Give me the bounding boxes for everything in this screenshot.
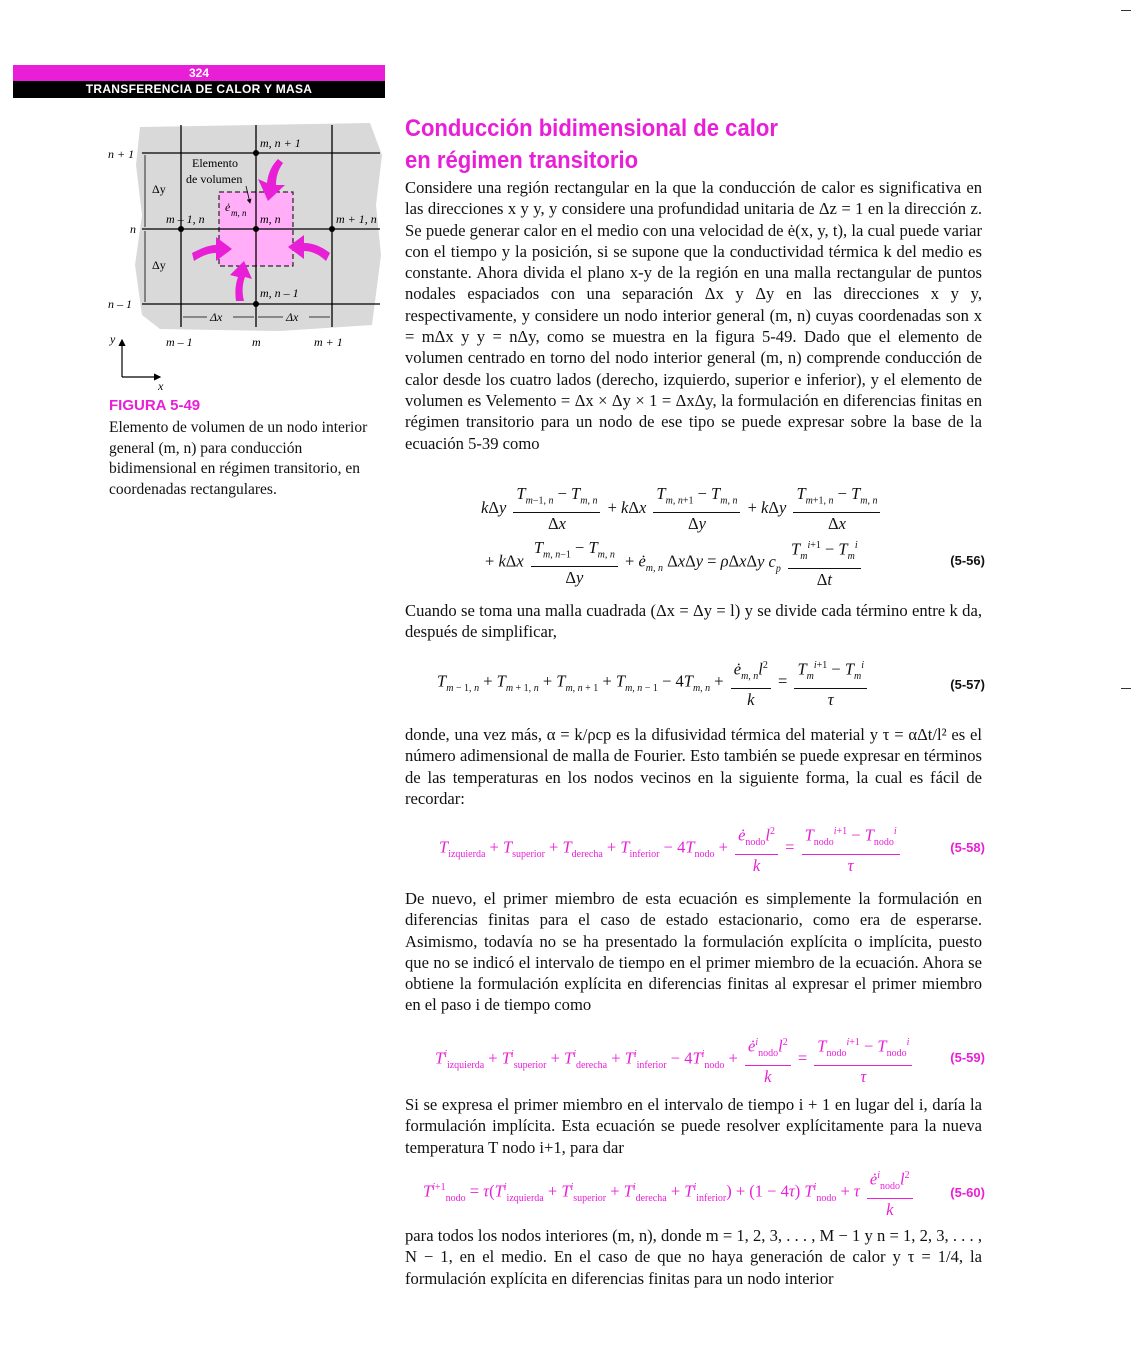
paragraph-1: Considere una región rectangular en la que la conducción de calor es significativa en las direcciones x y y, y considere una profundidad unitaria de Δz = 1 en la dirección z. Se puede generar calor en el medio con una velocidad de ė(x, y, t), la cual puede variar con el tiempo y la posición, si se supone que la conductividad térmica k del medio es constante. Ahora divida el plano x-y de la región en una malla rectangular de puntos nodales espaciados con una separación Δx y Δy en las direcciones x y y, respectivamente, y considere un nodo interior general (m, n) cuyas coordenadas son x = mΔx y y = nΔy, como se muestra en la figura 5-49. Dado que el elemento de volumen centrado en torno del nodo interior general (m, n) comprende conducción de calor desde los cuatro lados (derecho, izquierdo, superior e inferior), y el elemento de volumen es Velemento = Δx × Δy × 1 = ΔxΔy, la formulación en diferencias finitas en régimen transitorio para un nodo de ese tipo se puede expresar sobre la base de la ecuación 5-39 como <box>405 178 982 453</box>
element-label-2: de volumen <box>186 172 243 186</box>
running-title: TRANSFERENCIA DE CALOR Y MASA <box>13 81 385 98</box>
col-label-m-plus-1: m + 1 <box>314 335 343 349</box>
paragraph-4: De nuevo, el primer miembro de esta ecuación es simplemente la formulación en diferencias finitas para el caso de estado estacionario, como era de esperarse. Asimismo, todavía no se ha presentado la formulación explícita o implícita, puesto que no se indicó el intervalo de tiempo en el primer miembro de la ecuación. Ahora se obtiene la formulación explícita en diferencias finitas al expresar el primer miembro en el paso i de tiempo como <box>405 889 982 1015</box>
eq-5-59-number: 5-59 <box>954 1050 981 1065</box>
eq-5-57-number: 5-57 <box>954 677 981 692</box>
equation-5-57: $T_{m - 1, n} + T_{m + 1, n} + T_{m, n + 1} + T_{m, n - 1} - 4T_{m, n}$ + $\frac{ė_{m, n}l^2}{k}$ = $\frac{T_m^{i+1} - T_m^i}{\tau}$ (5-57) <box>405 656 985 706</box>
node-label-m-n-plus-1: m, n + 1 <box>260 136 301 150</box>
paragraph-2: Cuando se toma una malla cuadrada (Δx = Δy = l) y se divide cada término entre k da, después de simplificar, <box>405 601 982 642</box>
generation-sub: m, n <box>231 208 247 218</box>
axis-y-label: y <box>110 332 116 346</box>
generation-label: ė <box>225 200 231 214</box>
section-title <box>405 113 957 177</box>
crop-mark-mid-right <box>1121 688 1131 689</box>
paragraph-3: donde, una vez más, α = k/ρcp es la difusividad térmica del material y τ = αΔt/l² es el número adimensional de malla de Fourier. Esto también se puede expresar en términos de las temperaturas en los nodos vecinos en la siguiente forma, la cual es fácil de recordar: <box>405 725 982 808</box>
figure-5-49 <box>100 115 390 395</box>
row-label-n-plus-1: n + 1 <box>108 147 135 161</box>
eq-5-60-number: 5-60 <box>954 1185 981 1200</box>
eq-5-56-number: 5-56 <box>954 553 981 568</box>
element-label-1: Elemento <box>192 156 238 170</box>
paragraph-5: Si se expresa el primer miembro en el intervalo de tiempo i + 1 en lugar del i, daría la formulación implícita. Esta ecuación se puede resolver explícitamente para la nueva temperatura T nodo i+1, para dar <box>405 1095 982 1157</box>
dx-label-right: Δx <box>286 310 299 324</box>
figure-caption: Elemento de volumen de un nodo interior general (m, n) para conducción bidimensional en régimen transitorio, en coordenadas rectangulares. <box>109 419 368 498</box>
col-label-m-minus-1: m – 1 <box>166 335 193 349</box>
equation-5-58: $T_{izquierda} + T_{superior} + T_{derecha} + T_{inferior} - 4T_{nodo}$ + $\frac{ė_{nodo}l^2}{k}$ = $\frac{T_{nodo}^{i+1} - T_{nodo}^i}{\tau}$ (5-58) <box>405 822 985 872</box>
section-title-line-2: en régimen transitorio <box>405 147 639 174</box>
figure-label: FIGURA 5-49 <box>109 397 201 414</box>
dx-label-left: Δx <box>210 310 223 324</box>
equation-5-56: kΔy $\frac{T_{m-1, n} - T_{m, n}}{\Delta x}$ + kΔx $\frac{T_{m, n+1} - T_{m, n}}{\Delta y}$ + kΔy $\frac{T_{m+1, n} - T_{m, n}}{\Delta x}$ + kΔx $\frac{T_{m, n-1} - T_{m, n}}{\Delta y}$ + $ė_{m, n}$ ΔxΔy = ρΔxΔy $c_p$ $\frac{T_m^{i+1} - T_m^i}{\Delta t}$ (5-56) <box>481 484 985 589</box>
node-label-m-n: m, n <box>260 212 281 226</box>
dy-label-top: Δy <box>152 182 166 196</box>
row-label-n-minus-1: n – 1 <box>108 297 132 311</box>
axis-x-label: x <box>158 379 164 393</box>
equation-5-60: $T^{i+1}_{nodo} = \tau(T^i_{izquierda} + T^i_{superior} + T^i_{derecha} + T^i_{inferior}) + (1 - 4\tau) T^i_{nodo} + \tau$ $\frac{ė^i_{nodo}l^2}{k}$ (5-60) <box>405 1166 985 1216</box>
node-label-m-plus-1-n: m + 1, n <box>336 212 377 226</box>
paragraph-6: para todos los nodos interiores (m, n), donde m = 1, 2, 3, . . . , M − 1 y n = 1, 2, 3, . . . , N − 1, en el medio. En el caso de que no haya generación de calor y τ = 1/4, la formulación explícita en diferencias finitas para un nodo interior <box>405 1226 982 1288</box>
col-label-m: m <box>252 335 261 349</box>
node-label-m-n-minus-1: m, n – 1 <box>260 286 299 300</box>
page-number: 324 <box>13 65 385 81</box>
eq-5-58-number: 5-58 <box>954 840 981 855</box>
crop-mark-top-right <box>1121 10 1131 11</box>
section-title-line-1: Conducción bidimensional de calor <box>405 115 778 142</box>
dy-label-bottom: Δy <box>152 258 166 272</box>
node-label-m-minus-1-n: m – 1, n <box>166 212 205 226</box>
equation-5-59: $T^i_{izquierda} + T^i_{superior} + T^i_{derecha} + T^i_{inferior} - 4T^i_{nodo}$ + $\frac{ė^i_{nodo}l^2}{k}$ = $\frac{T_{nodo}^{i+1} - T_{nodo}^i}{\tau}$ (5-59) <box>405 1033 985 1083</box>
row-label-n: n <box>130 222 136 236</box>
